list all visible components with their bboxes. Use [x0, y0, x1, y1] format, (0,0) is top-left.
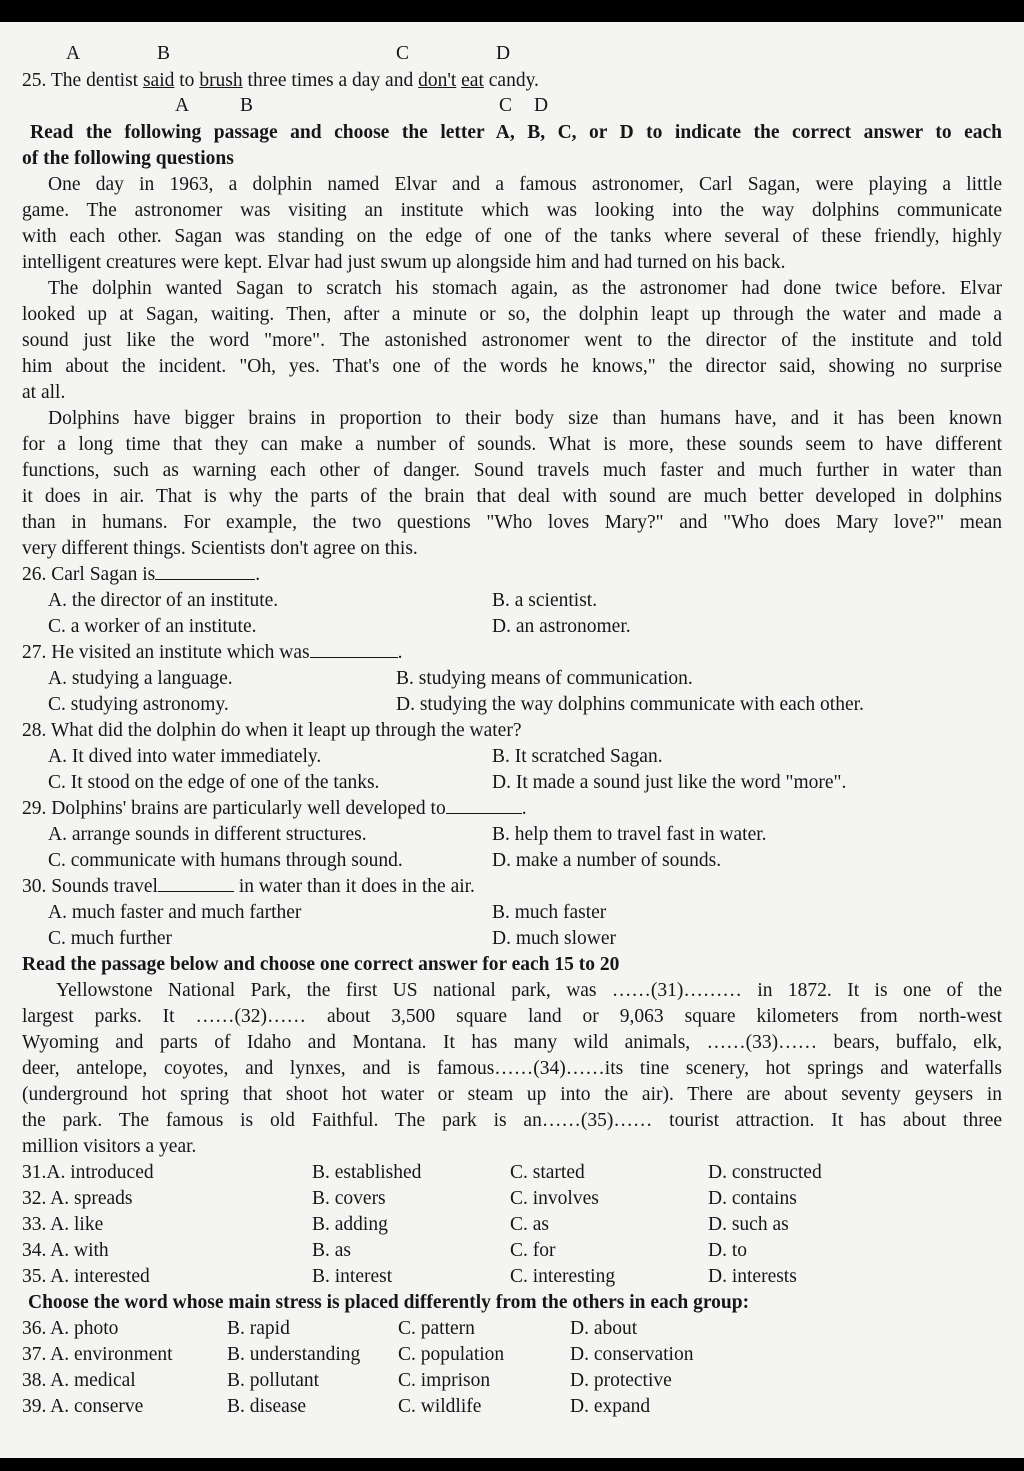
q38-option-a[interactable]: 38. A. medical — [22, 1370, 136, 1391]
answer-blank — [155, 562, 255, 580]
question-34-row — [22, 1238, 1002, 1264]
q25-mark-a-top: A — [66, 43, 81, 64]
q29-option-d[interactable]: D. make a number of sounds. — [492, 850, 722, 871]
question-38-row — [22, 1368, 1002, 1394]
section3-instruction: Choose the word whose main stress is placed differently from the others in each group: — [28, 1292, 750, 1313]
passage2-line: largest parks. It ……(32)…… about 3,500 square land or 9,063 square kilometers from north-west — [22, 1006, 1002, 1027]
q26-option-a[interactable]: A. the director of an institute. — [48, 590, 279, 611]
passage1-line: game. The astronomer was visiting an institute which was looking into the way dolphins communicate — [22, 200, 1002, 221]
question-31-row — [22, 1160, 1002, 1186]
q27-option-c[interactable]: C. studying astronomy. — [48, 694, 229, 715]
passage1-line: him about the incident. "Oh, yes. That's one of the words he knows," the director said, showing no surprise — [22, 356, 1002, 377]
question-26-options-row — [22, 588, 1002, 614]
passage1-line: with each other. Sagan was standing on the edge of one of the tanks where several of these friendly, highly — [22, 226, 1002, 247]
answer-blank — [310, 640, 398, 658]
question-27-options-row — [22, 692, 1002, 718]
q30-option-a[interactable]: A. much faster and much farther — [48, 902, 302, 923]
question-28-stem: 28. What did the dolphin do when it leapt up through the water? — [22, 720, 522, 741]
question-27-options-row — [22, 666, 1002, 692]
q32-option-d[interactable]: D. contains — [708, 1188, 797, 1209]
question-28-options-row — [22, 770, 1002, 796]
q26-option-d[interactable]: D. an astronomer. — [492, 616, 631, 637]
q33-option-b[interactable]: B. adding — [312, 1214, 388, 1235]
question-29-stem: 29. Dolphins' brains are particularly well developed to . — [22, 798, 527, 819]
q39-option-d[interactable]: D. expand — [570, 1396, 651, 1417]
q29-option-b[interactable]: B. help them to travel fast in water. — [492, 824, 767, 845]
section2-instruction: Read the passage below and choose one correct answer for each 15 to 20 — [22, 954, 620, 975]
q30-option-d[interactable]: D. much slower — [492, 928, 617, 949]
q31-option-a[interactable]: 31.A. introduced — [22, 1162, 154, 1183]
q39-option-c[interactable]: C. wildlife — [398, 1396, 482, 1417]
q28-option-c[interactable]: C. It stood on the edge of one of the tanks. — [48, 772, 380, 793]
passage1-line: intelligent creatures were kept. Elvar had just swum up alongside him and had turned on his back. — [22, 252, 786, 273]
q36-option-a[interactable]: 36. A. photo — [22, 1318, 119, 1339]
q37-option-a[interactable]: 37. A. environment — [22, 1344, 173, 1365]
question-26-options-row — [22, 614, 1002, 640]
q25-word-brush: brush — [199, 70, 243, 91]
passage1-line: sound just like the word "more". The astonished astronomer went to the director of the institute and told — [22, 330, 1002, 351]
passage2-line: Yellowstone National Park, the first US national park, was ……(31)……… in 1872. It is one of the — [56, 980, 1002, 1001]
question-32-row — [22, 1186, 1002, 1212]
q25-mark-b-top: B — [157, 43, 171, 64]
q26-option-c[interactable]: C. a worker of an institute. — [48, 616, 257, 637]
q33-option-c[interactable]: C. as — [510, 1214, 549, 1235]
question-39-row — [22, 1394, 1002, 1420]
q25-mark-a-bottom: A — [175, 95, 190, 116]
q37-option-d[interactable]: D. conservation — [570, 1344, 694, 1365]
passage1-line: One day in 1963, a dolphin named Elvar and a famous astronomer, Carl Sagan, were playing a little — [48, 174, 1002, 195]
q35-option-a[interactable]: 35. A. interested — [22, 1266, 150, 1287]
q32-option-b[interactable]: B. covers — [312, 1188, 386, 1209]
q31-option-d[interactable]: D. constructed — [708, 1162, 822, 1183]
question-30-options-row — [22, 926, 1002, 952]
q35-option-b[interactable]: B. interest — [312, 1266, 393, 1287]
q39-option-b[interactable]: B. disease — [227, 1396, 307, 1417]
passage1-line: very different things. Scientists don't agree on this. — [22, 538, 418, 559]
q31-option-c[interactable]: C. started — [510, 1162, 585, 1183]
q31-option-b[interactable]: B. established — [312, 1162, 422, 1183]
passage2-line: million visitors a year. — [22, 1136, 197, 1157]
passage1-line: it does in air. That is why the parts of the brain that deal with sound are much better developed in dolphins — [22, 486, 1002, 507]
passage2-line: deer, antelope, coyotes, and lynxes, and is famous……(34)……its tine scenery, hot springs and waterfalls — [22, 1058, 1002, 1079]
answer-blank — [158, 874, 234, 892]
q39-option-a[interactable]: 39. A. conserve — [22, 1396, 144, 1417]
question-35-row — [22, 1264, 1002, 1290]
q37-option-b[interactable]: B. understanding — [227, 1344, 361, 1365]
q33-option-d[interactable]: D. such as — [708, 1214, 789, 1235]
question-37-row — [22, 1342, 1002, 1368]
passage2-line: Wyoming and parts of Idaho and Montana. It has many wild animals, ……(33)…… bears, buffalo, elk, — [22, 1032, 1002, 1053]
q25-mark-c-bottom: C — [499, 95, 513, 116]
q27-option-d[interactable]: D. studying the way dolphins communicate with each other. — [396, 694, 864, 715]
section1-instruction-line1: Read the following passage and choose the letter A, B, C, or D to indicate the correct answer to each — [30, 122, 1002, 143]
q35-option-d[interactable]: D. interests — [708, 1266, 797, 1287]
q34-option-b[interactable]: B. as — [312, 1240, 351, 1261]
q28-option-b[interactable]: B. It scratched Sagan. — [492, 746, 663, 767]
passage2-line: the park. The famous is old Faithful. The park is an……(35)…… tourist attraction. It has about three — [22, 1110, 1002, 1131]
q30-option-c[interactable]: C. much further — [48, 928, 173, 949]
q37-option-c[interactable]: C. population — [398, 1344, 505, 1365]
q38-option-c[interactable]: C. imprison — [398, 1370, 491, 1391]
q36-option-c[interactable]: C. pattern — [398, 1318, 475, 1339]
exam-page — [0, 22, 1024, 1458]
q28-option-a[interactable]: A. It dived into water immediately. — [48, 746, 322, 767]
q25-mark-b-bottom: B — [240, 95, 254, 116]
q38-option-d[interactable]: D. protective — [570, 1370, 672, 1391]
passage1-line: for a long time that they can make a number of sounds. What is more, these sounds seem to have different — [22, 434, 1002, 455]
question-27-stem: 27. He visited an institute which was . — [22, 642, 403, 663]
q25-sentence: 25. The dentist said to brush three times a day and don't eat candy. — [22, 70, 539, 91]
q32-option-a[interactable]: 32. A. spreads — [22, 1188, 133, 1209]
q34-option-c[interactable]: C. for — [510, 1240, 556, 1261]
q27-option-b[interactable]: B. studying means of communication. — [396, 668, 693, 689]
q29-option-c[interactable]: C. communicate with humans through sound. — [48, 850, 403, 871]
q26-option-b[interactable]: B. a scientist. — [492, 590, 598, 611]
answer-blank — [446, 796, 522, 814]
passage2-line: (underground hot spring that shoot hot water or steam up into the air). There are about seventy geysers in — [22, 1084, 1002, 1105]
q33-option-a[interactable]: 33. A. like — [22, 1214, 104, 1235]
q35-option-c[interactable]: C. interesting — [510, 1266, 616, 1287]
question-29-options-row — [22, 822, 1002, 848]
q25-mark-d-top: D — [496, 43, 511, 64]
question-26-stem: 26. Carl Sagan is . — [22, 564, 261, 585]
passage1-line: functions, such as warning each other of danger. Sound travels much faster and much further in water than — [22, 460, 1002, 481]
passage1-line: The dolphin wanted Sagan to scratch his stomach again, as the astronomer had done twice before. Elvar — [48, 278, 1002, 299]
q36-option-b[interactable]: B. rapid — [227, 1318, 290, 1339]
question-29-options-row — [22, 848, 1002, 874]
q25-word-said: said — [142, 70, 175, 91]
passage1-line: than in humans. For example, the two questions "Who loves Mary?" and "Who does Mary love?" mean — [22, 512, 1002, 533]
passage1-line: Dolphins have bigger brains in proportion to their body size than humans have, and it has been known — [48, 408, 1002, 429]
q28-option-d[interactable]: D. It made a sound just like the word "more". — [492, 772, 847, 793]
question-28-options-row — [22, 744, 1002, 770]
q25-mark-c-top: C — [396, 43, 410, 64]
question-33-row — [22, 1212, 1002, 1238]
q25-word-eat: eat — [461, 70, 484, 91]
q25-word-dont: don't — [418, 70, 457, 91]
passage1-line: looked up at Sagan, waiting. Then, after a minute or so, the dolphin leapt up through the water and made a — [22, 304, 1002, 325]
question-30-options-row — [22, 900, 1002, 926]
q38-option-b[interactable]: B. pollutant — [227, 1370, 320, 1391]
passage1-line: at all. — [22, 382, 66, 403]
q36-option-d[interactable]: D. about — [570, 1318, 638, 1339]
q32-option-c[interactable]: C. involves — [510, 1188, 599, 1209]
q30-option-b[interactable]: B. much faster — [492, 902, 607, 923]
q34-option-d[interactable]: D. to — [708, 1240, 747, 1261]
q29-option-a[interactable]: A. arrange sounds in different structures. — [48, 824, 367, 845]
question-36-row — [22, 1316, 1002, 1342]
q27-option-a[interactable]: A. studying a language. — [48, 668, 233, 689]
question-30-stem: 30. Sounds travel in water than it does in the air. — [22, 876, 475, 897]
q34-option-a[interactable]: 34. A. with — [22, 1240, 109, 1261]
q25-mark-d-bottom: D — [534, 95, 549, 116]
section1-instruction-line2: of the following questions — [22, 148, 234, 169]
